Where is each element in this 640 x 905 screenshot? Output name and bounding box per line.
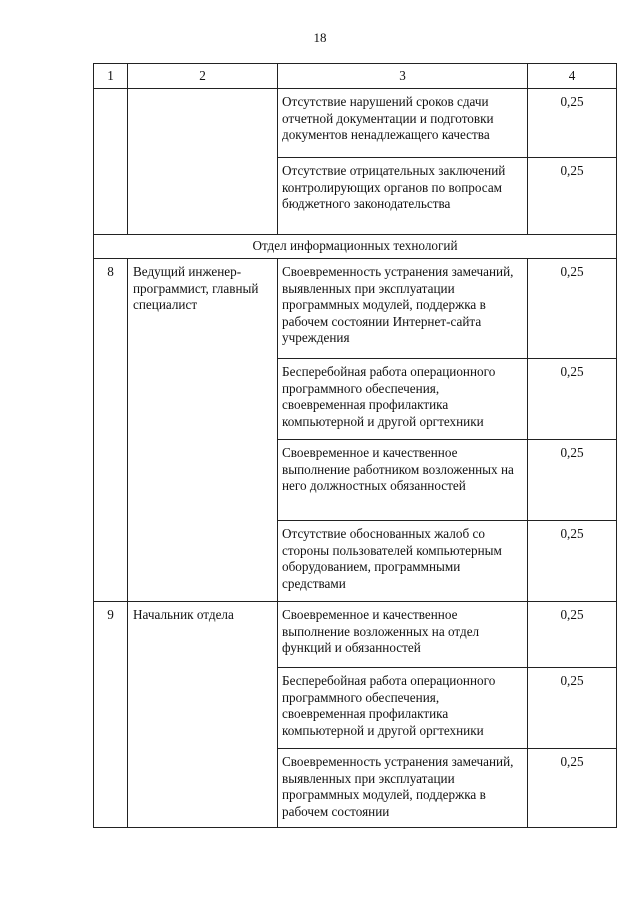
- criterion-cell: Бесперебойная работа операционного программного обеспечения, своевременная профилактика компьютерной и другой оргтехники: [278, 668, 528, 749]
- position-title: Начальник отдела: [128, 602, 278, 828]
- criteria-table: [93, 63, 617, 828]
- column-header-3: 3: [278, 64, 528, 89]
- table-row: [94, 89, 617, 158]
- criterion-cell: Отсутствие нарушений сроков сдачи отчетной документации и подготовки документов ненадлежащего качества: [278, 89, 528, 158]
- weight-cell: 0,25: [528, 440, 617, 521]
- weight-cell: 0,25: [528, 89, 617, 158]
- criterion-cell: Отсутствие отрицательных заключений контролирующих органов по вопросам бюджетного законодательства: [278, 158, 528, 235]
- table-row: [94, 259, 617, 359]
- position-number: 9: [94, 602, 128, 828]
- weight-cell: 0,25: [528, 668, 617, 749]
- weight-cell: 0,25: [528, 749, 617, 828]
- criterion-cell: Своевременное и качественное выполнение работником возложенных на него должностных обязанностей: [278, 440, 528, 521]
- position-cell: [128, 89, 278, 235]
- weight-cell: 0,25: [528, 259, 617, 359]
- page-number: 18: [313, 30, 327, 45]
- table-row: [94, 602, 617, 668]
- position-number: 8: [94, 259, 128, 602]
- column-header-1: 1: [94, 64, 128, 89]
- column-header-4: 4: [528, 64, 617, 89]
- column-header-2: 2: [128, 64, 278, 89]
- weight-cell: 0,25: [528, 158, 617, 235]
- position-title: Ведущий инженер-программист, главный специалист: [128, 259, 278, 602]
- criterion-cell: Своевременность устранения замечаний, выявленных при эксплуатации программных модулей, поддержка в рабочем состоянии: [278, 749, 528, 828]
- section-row: [94, 235, 617, 259]
- header-row: [94, 64, 617, 89]
- weight-cell: 0,25: [528, 521, 617, 602]
- criterion-cell: Своевременность устранения замечаний, выявленных при эксплуатации программных модулей, поддержка в рабочем состоянии Интернет-сайта учреждения: [278, 259, 528, 359]
- number-cell: [94, 89, 128, 235]
- weight-cell: 0,25: [528, 359, 617, 440]
- section-title: Отдел информационных технологий: [94, 235, 617, 259]
- criterion-cell: Своевременное и качественное выполнение возложенных на отдел функций и обязанностей: [278, 602, 528, 668]
- weight-cell: 0,25: [528, 602, 617, 668]
- criterion-cell: Отсутствие обоснованных жалоб со стороны пользователей компьютерным оборудованием, программными средствами: [278, 521, 528, 602]
- criterion-cell: Бесперебойная работа операционного программного обеспечения, своевременная профилактика компьютерной и другой оргтехники: [278, 359, 528, 440]
